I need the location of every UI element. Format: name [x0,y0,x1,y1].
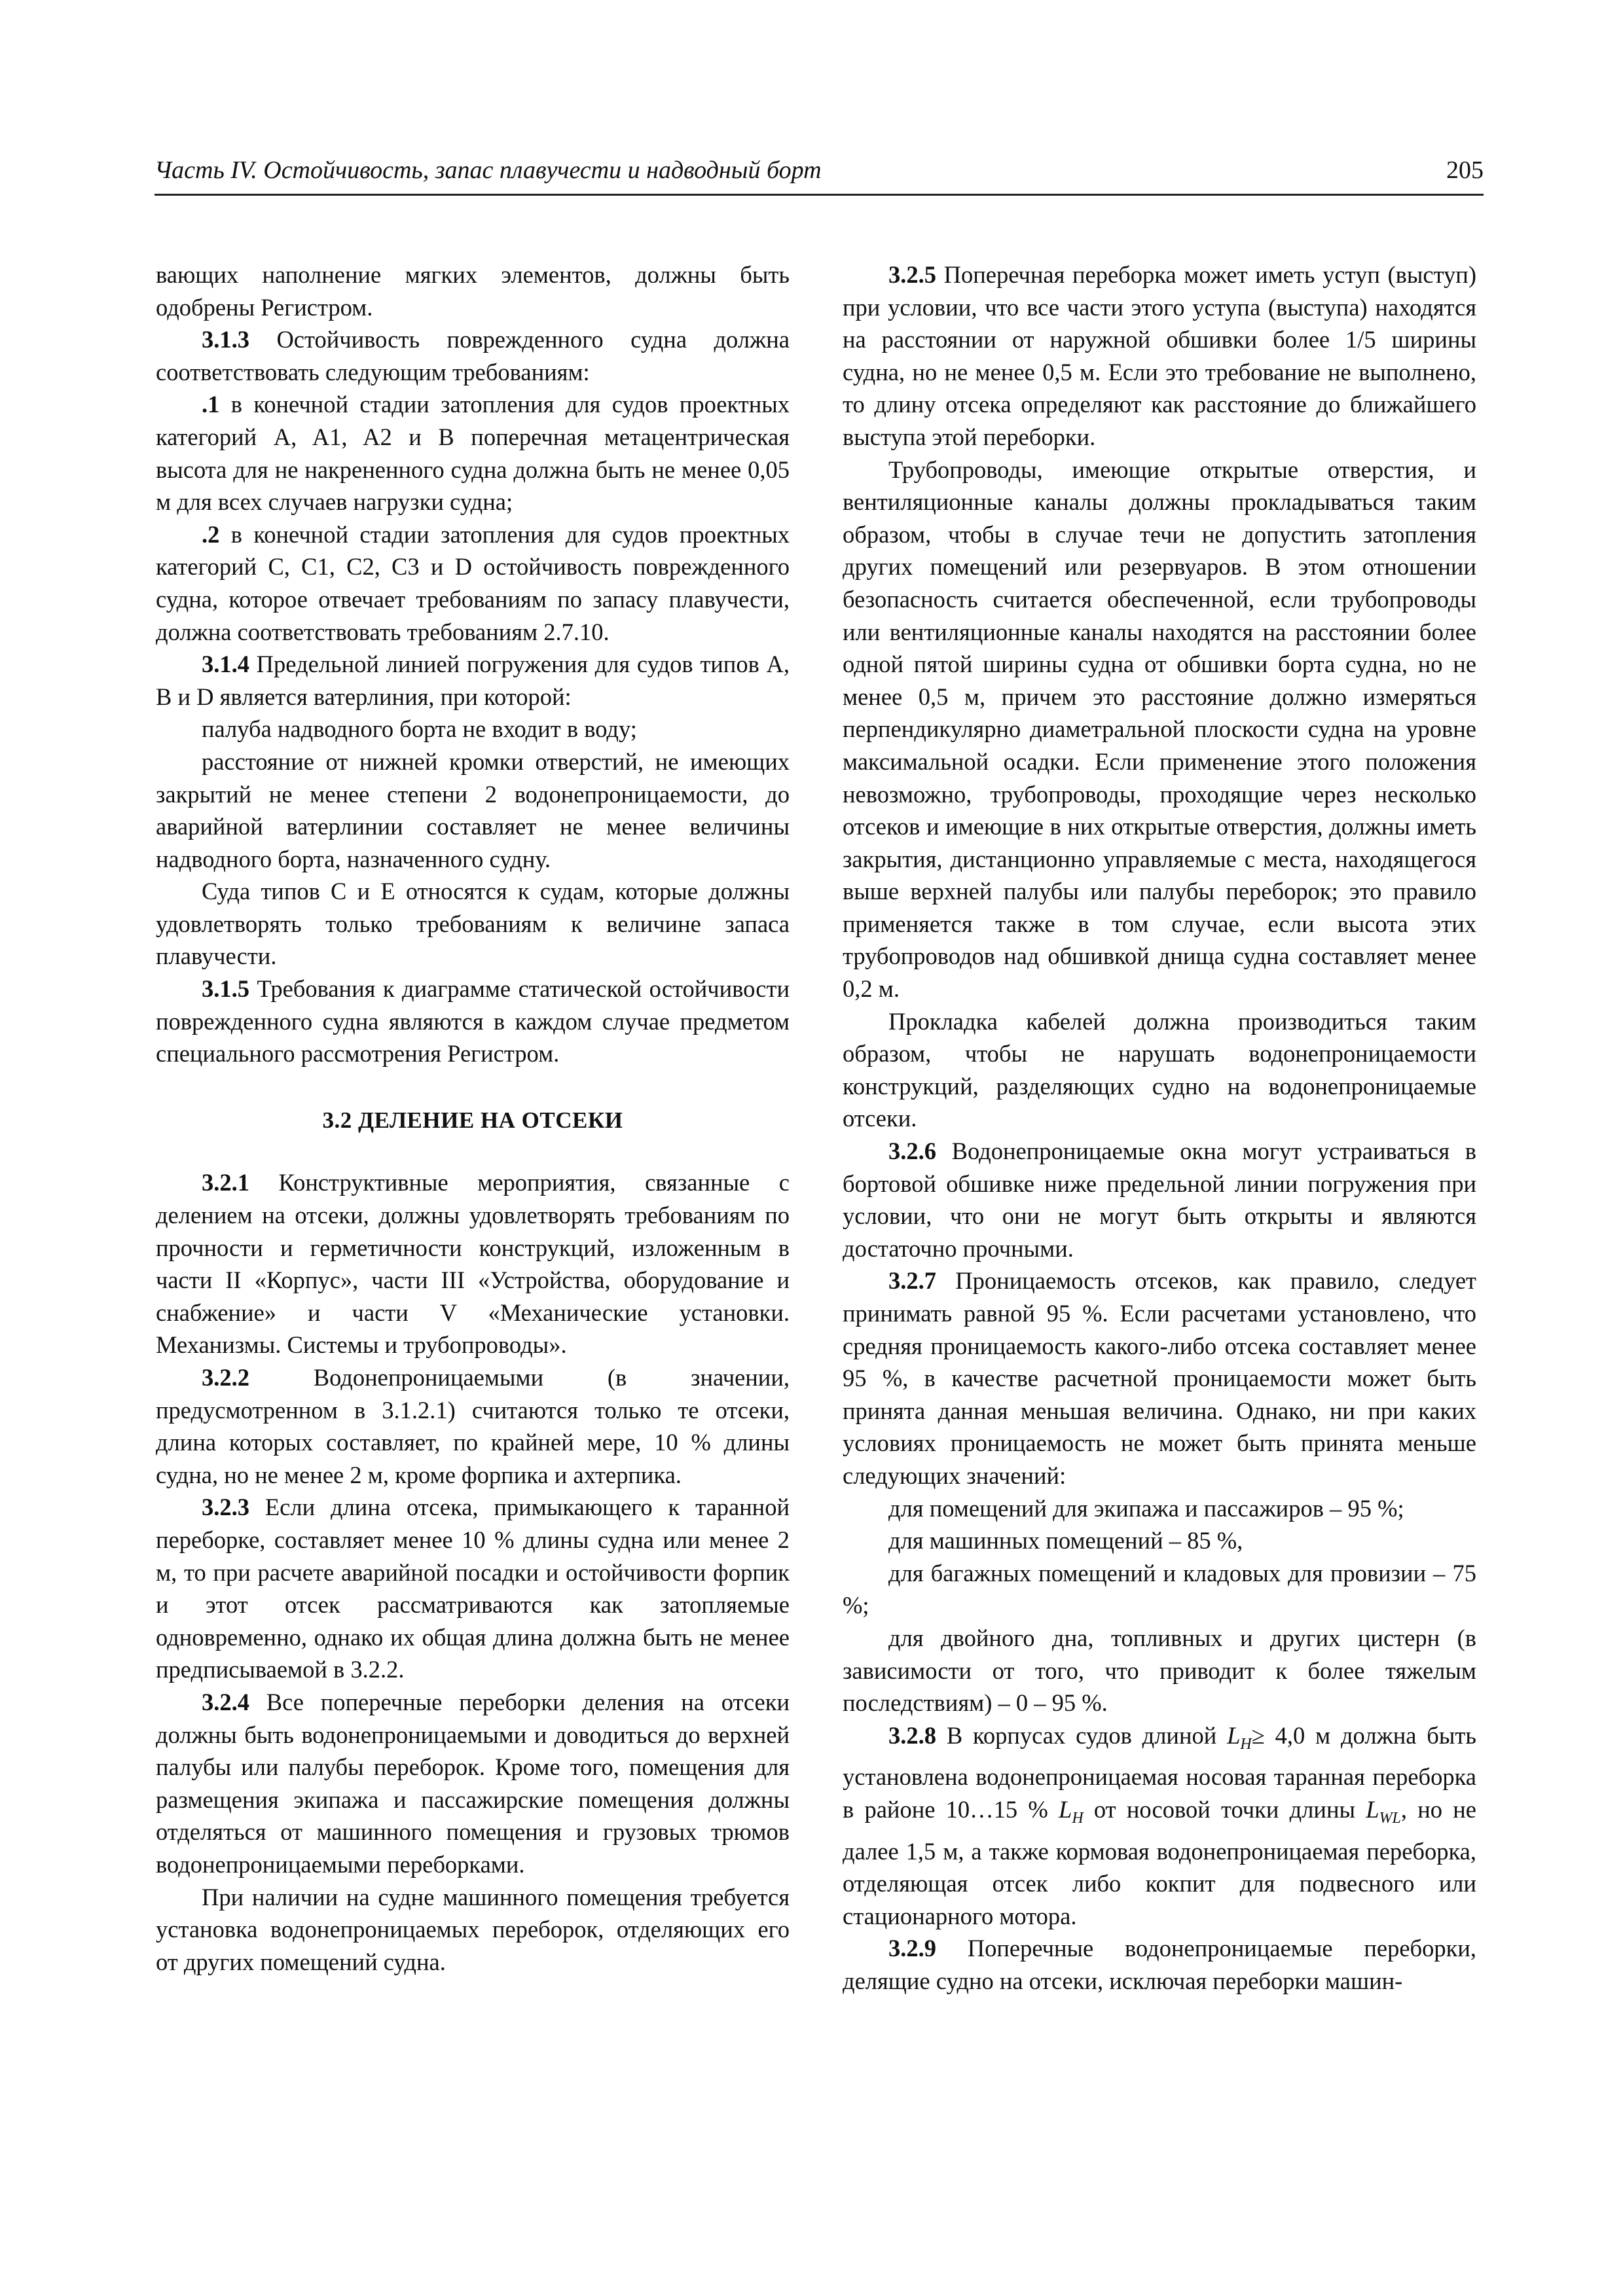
paragraph [843,259,1476,454]
variable-symbol: L [1366,1795,1379,1823]
paragraph [156,1686,790,1881]
variable-subscript: WL [1379,1809,1401,1827]
left-column [156,259,790,1978]
paragraph [156,1166,790,1361]
section-heading: 3.2 ДЕЛЕНИЕ НА ОТСЕКИ [322,1107,623,1133]
clause-number: 3.2.6 [888,1138,936,1165]
paragraph-text: Поперечная переборка может иметь уступ (выступ) при условии, что все части этого уступа (выступа) находятся на расстоянии от наружной обшивки более 1/5 ширины судна, но не менее 0,5 м. Если это требование не выполнено, то длину отсека определяют как расстояние до ближайшего выступа этой переборки. [843,261,1476,450]
paragraph-text: Водонепроницаемые окна могут устраиваться в бортовой обшивке ниже предельной линии погружения при условии, что они не могут быть открыты и являются достаточно прочными. [843,1138,1476,1262]
paragraph-text: Предельной линией погружения для судов типов А, В и D является ватерлиния, при которой: [156,651,790,710]
clause-number: 3.2.9 [888,1935,936,1962]
clause-number: 3.2.7 [888,1267,936,1295]
paragraph: для машинных помещений – 85 %, [888,1527,1243,1554]
paragraph: вающих наполнение мягких элементов, должны быть одобрены Регистром. [156,261,790,321]
clause-number: .2 [202,520,220,548]
clause-number: .1 [202,391,220,418]
clause-number: 3.2.4 [202,1688,249,1715]
variable-subscript: H [1240,1735,1252,1753]
clause-number: 3.1.4 [202,651,249,678]
right-column [843,259,1476,1997]
paragraph: расстояние от нижней кромки отверстий, не имеющих закрытий не менее степени 2 водонепроницаемости, до аварийной ватерлинии составляет не менее величины надводного борта, назначенного судну. [156,747,790,872]
clause-number: 3.2.5 [888,261,936,288]
variable-subscript: H [1072,1809,1084,1827]
paragraph [156,1361,790,1491]
paragraph [156,388,790,518]
paragraph [156,973,790,1070]
variable-symbol: L [1227,1721,1241,1749]
paragraph-text: Проницаемость отсеков, как правило, следует принимать равной 95 %. Если расчетами установлено, что средняя проницаемость какого-либо отсека составляет менее 95 %, в качестве расчетной проницаемости может быть принята данная меньшая величина. Однако, ни при каких условиях проницаемость не может быть принята меньше следующих значений: [843,1267,1476,1489]
running-header [155,154,1484,196]
paragraph-text: Конструктивные мероприятия, связанные с делением на отсеки, должны удовлетворять требованиям по прочности и герметичности конструкций, изложенным в части II «Корпус», части III «Устройства, оборудование и снабжение» и части V «Механические установки. Механизмы. Системы и трубопроводы». [156,1169,790,1359]
paragraph [156,323,790,388]
paragraph [156,518,790,648]
paragraph-text: Все поперечные переборки деления на отсеки должны быть водонепроницаемыми и доводиться до верхней палубы или палубы переборок. Кроме того, помещения для размещения экипажа и пассажирские помещения должны отделяться от машинного помещения и грузовых трюмов водонепроницаемыми переборками. [156,1688,790,1878]
paragraph-text: , но не далее 1,5 м, а также кормовая водонепроницаемая переборка, отделяющая отсек либо кокпит для подвесного или стационарного мотора. [843,1795,1477,1929]
paragraph: палуба надводного борта не входит в воду; [202,715,637,743]
paragraph-text: Требования к диаграмме статической остойчивости поврежденного судна являются в каждом случае предметом специального рассмотрения Регистром. [156,975,790,1067]
paragraph-text: от носовой точки длины [1083,1795,1366,1823]
paragraph-text: Остойчивость поврежденного судна должна соответствовать следующим требованиям: [156,326,790,386]
paragraph [843,1135,1476,1265]
paragraph: Трубопроводы, имеющие открытые отверстия, и вентиляционные каналы должны прокладываться таким образом, чтобы в случае течи не допустить затопления других помещений или резервуаров. В этом отношении безопасность считается обеспеченной, если трубопроводы или вентиляционные каналы находятся на расстоянии более одной пятой ширины судна от обшивки борта судна, но не менее 0,5 м, причем это расстояние должно измеряться перпендикулярно диаметральной плоскости судна на уровне максимальной осадки. Если применение этого положения невозможно, трубопроводы, проходящие через несколько отсеков и имеющие в них открытые отверстия, должны иметь закрытия, дистанционно управляемые с места, находящегося выше верхней палубы или палубы переборок; это правило применяется также в том случае, если высота этих трубопроводов над обшивкой днища судна составляет менее 0,2 м. [843,456,1476,1003]
paragraph [843,1932,1476,1997]
paragraph-text: Водонепроницаемыми (в значении, предусмотренном в 3.1.2.1) считаются только те отсеки, длина которых составляет, по крайней мере, 10 % длины судна, но не менее 2 м, кроме форпика и ахтерпика. [156,1364,790,1488]
paragraph-text: в конечной стадии затопления для судов проектных категорий C, C1, C2, C3 и D остойчивость поврежденного судна, которое отвечает требованиям по запасу плавучести, должна соответствовать требованиям 2.7.10. [156,520,790,645]
clause-number: 3.1.3 [202,326,249,353]
running-title: Часть IV. Остойчивость, запас плавучести и надводный борт [155,156,822,184]
paragraph-text: ≥ 4,0 м должна быть установлена водонепроницаемая носовая таранная переборка в районе 10…15 % [843,1721,1477,1823]
clause-number: 3.2.2 [202,1364,249,1391]
clause-number: 3.1.5 [202,975,249,1003]
clause-number: 3.2.3 [202,1494,249,1521]
clause-number: 3.2.8 [888,1721,936,1749]
paragraph: для багажных помещений и кладовых для провизии – 75 %; [843,1559,1476,1619]
paragraph: Прокладка кабелей должна производиться таким образом, чтобы не нарушать водонепроницаемости конструкций, разделяющих судно на водонепроницаемые отсеки. [843,1007,1476,1132]
variable-symbol: L [1059,1795,1072,1823]
paragraph [156,648,790,713]
clause-number: 3.2.1 [202,1169,249,1196]
paragraph: для двойного дна, топливных и других цистерн (в зависимости от того, что приводит к более тяжелым последствиям) – 0 – 95 %. [843,1624,1476,1717]
paragraph-text: Поперечные водонепроницаемые переборки, делящие судно на отсеки, исключая переборки машин- [843,1935,1476,1994]
paragraph: Суда типов С и Е относятся к судам, которые должны удовлетворять только требованиям к величине запаса плавучести. [156,878,790,970]
paragraph-text: Если длина отсека, примыкающего к таранной переборке, составляет менее 10 % длины судна или менее 2 м, то при расчете аварийной посадки и остойчивости форпик и этот отсек рассматриваются как затопляемые одновременно, однако их общая длина должна быть не менее предписываемой в 3.2.2. [156,1494,790,1683]
paragraph-text: В корпусах судов длиной [936,1721,1228,1749]
page-number: 205 [1446,156,1484,184]
paragraph [843,1719,1476,1933]
paragraph [156,1491,790,1686]
paragraph [843,1265,1476,1492]
paragraph-text: в конечной стадии затопления для судов проектных категорий A, A1, A2 и B поперечная метацентрическая высота для не накрененного судна должна быть не менее 0,05 м для всех случаев нагрузки судна; [156,391,790,516]
paragraph: для помещений для экипажа и пассажиров – 95 %; [888,1494,1404,1522]
paragraph: При наличии на судне машинного помещения требуется установка водонепроницаемых переборок, отделяющих его от других помещений судна. [156,1883,790,1975]
